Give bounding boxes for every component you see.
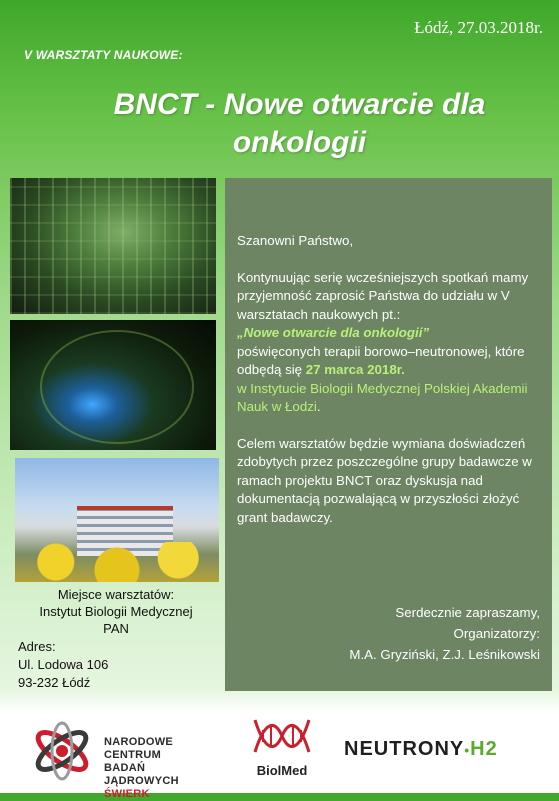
venue-label: Miejsce warsztatów: bbox=[57, 587, 175, 602]
closing-line: Serdecznie zapraszamy, bbox=[395, 605, 540, 620]
ncbj-line-3: ŚWIERK bbox=[104, 788, 150, 800]
venue-line-2: PAN bbox=[103, 621, 129, 636]
atom-icon bbox=[30, 718, 94, 784]
dna-helix-icon bbox=[251, 716, 313, 756]
date-line: Łódź, 27.03.2018r. bbox=[414, 18, 543, 37]
address-block bbox=[18, 638, 108, 692]
address-street: Ul. Lodowa 106 bbox=[18, 657, 109, 672]
neutrony-suffix: H2 bbox=[470, 738, 498, 760]
ncbj-logo bbox=[30, 718, 179, 800]
event-date: 27 marca 2018r. bbox=[305, 362, 405, 377]
institute-building-photo bbox=[15, 458, 219, 582]
venue-line-1: Instytut Biologii Medycznej bbox=[39, 604, 193, 619]
neutrony-dot-icon: • bbox=[464, 742, 471, 758]
biomed-logo bbox=[247, 716, 317, 778]
goal-paragraph: Celem warsztatów będzie wymiana doświadczeń zdobytych przez poszczególne grupy badawcze w ramach projektu BNCT oraz dyskusja nad dokumentacją pozwalającą w przyszłości złożyć grant badawczy. bbox=[237, 435, 532, 525]
event-place: w Instytucie Biologii Medycznej Polskiej Akademii Nauk w Łodzi bbox=[237, 380, 528, 414]
address-city: 93-232 Łódź bbox=[18, 675, 91, 690]
workshop-title: „Nowe otwarcie dla onkologii” bbox=[237, 325, 430, 340]
invitation-paragraph bbox=[237, 269, 542, 417]
workshop-kicker: V WARSZTATY NAUKOWE: bbox=[24, 48, 183, 62]
address-label: Adres: bbox=[18, 639, 56, 654]
invitation-letter bbox=[237, 232, 542, 545]
signature-block bbox=[349, 602, 540, 665]
ncbj-name bbox=[104, 736, 179, 801]
title-line-1: BNCT - Nowe otwarcie dla bbox=[113, 88, 486, 121]
greeting: Szanowni Państwo, bbox=[237, 233, 354, 248]
organizers-label: Organizatorzy: bbox=[453, 626, 540, 641]
venue-block bbox=[10, 586, 222, 637]
ncbj-line-1: NARODOWE CENTRUM bbox=[104, 736, 174, 761]
biomed-label: BiolMed bbox=[256, 763, 308, 778]
invitation-panel bbox=[225, 178, 552, 691]
title-line-2: onkologii bbox=[232, 125, 367, 159]
page-title bbox=[40, 86, 559, 161]
intro-text: Kontynuując serię wcześniejszych spotkań mamy przyjemność zaprosić Państwa do udziału w V warsztatach naukowych pt.: bbox=[237, 269, 529, 322]
logo-bar bbox=[0, 712, 559, 800]
reactor-blue-glow-photo bbox=[10, 320, 216, 450]
topic-text: poświęconych terapii borowo–neutronowej, które odbędą się bbox=[237, 343, 525, 377]
neutrony-wordmark: NEUTRONY bbox=[344, 738, 465, 760]
ncbj-line-2: BADAŃ JĄDROWYCH bbox=[104, 762, 179, 787]
organizers-names: M.A. Gryziński, Z.J. Leśnikowski bbox=[349, 647, 540, 662]
period: . bbox=[316, 399, 321, 414]
neutrony-logo bbox=[344, 738, 498, 761]
reactor-core-photo bbox=[10, 178, 216, 314]
